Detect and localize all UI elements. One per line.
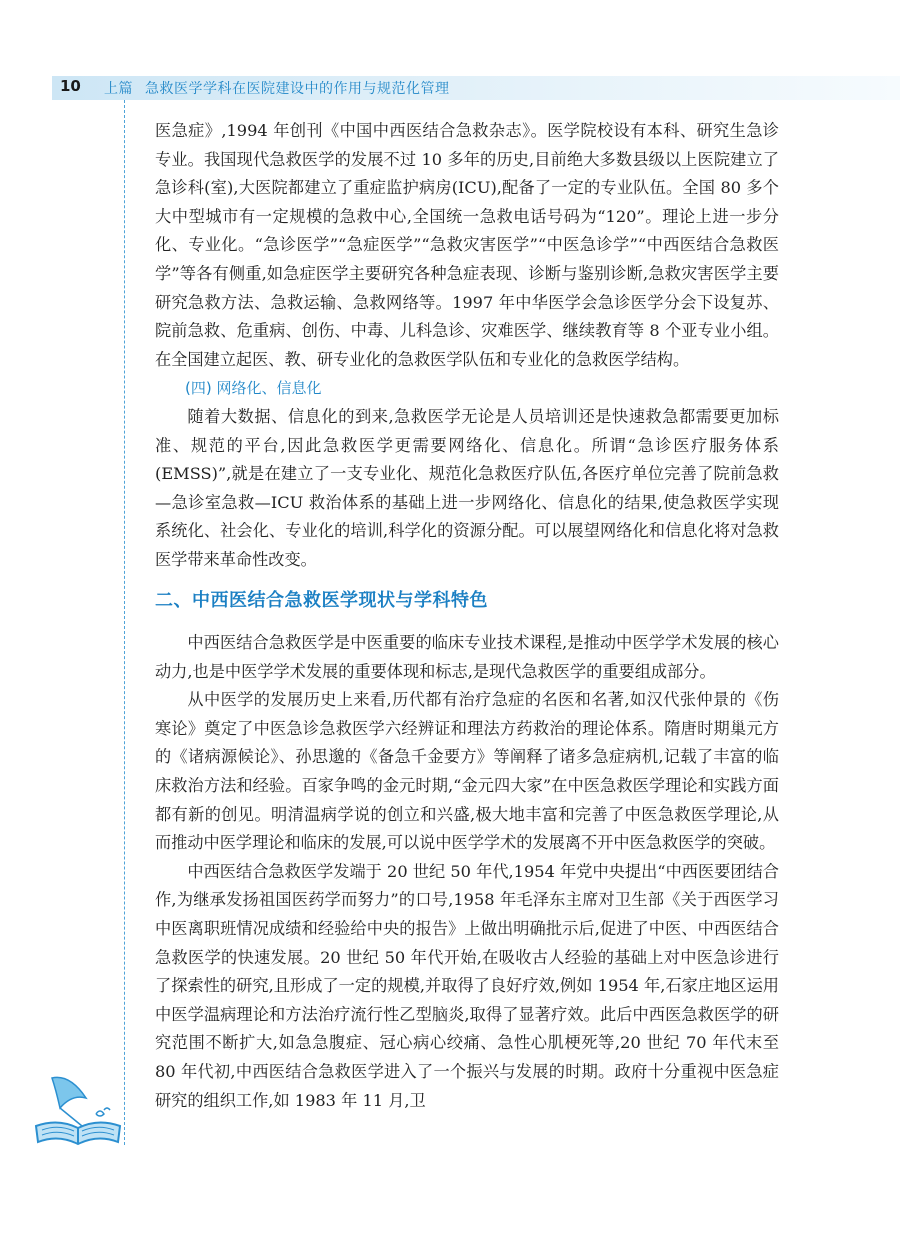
paragraph: 从中医学的发展历史上来看,历代都有治疗急症的名医和名著,如汉代张仲景的《伤寒论》奠定了中医急诊急救医学六经辨证和理法方药救治的理论体系。隋唐时期巢元方的《诸病源候论》、孙思邈的《备急千金要方》等阐释了诸多急症病机,记载了丰富的临床救治方法和经验。百家争鸣的金元时期,“金元四大家”在中医急救医学理论和实践方面都有新的创见。明清温病学说的创立和兴盛,极大地丰富和完善了中医急救医学理论,从而推动中医学理论和临床的发展,可以说中医学学术的发展离不开中医急救医学的突破。 xyxy=(155,690,779,853)
paragraph: 中西医结合急救医学是中医重要的临床专业技术课程,是推动中医学学术发展的核心动力,也是中医学学术发展的重要体现和标志,是现代急救医学的重要组成部分。 xyxy=(155,633,779,681)
running-title xyxy=(104,78,450,98)
open-book-pen-icon xyxy=(30,1068,126,1152)
margin-dashed-rule xyxy=(124,100,125,1145)
page-number: 10 xyxy=(60,77,81,95)
paragraph: 中西医结合急救医学发端于 20 世纪 50 年代,1954 年党中央提出“中西医要团结合作,为继承发扬祖国医药学而努力”的口号,1958 年毛泽东主席对卫生部《关于西医学习中医离职班情况成绩和经验给中央的报告》上做出明确批示后,促进了中医、中西医结合急救医学的快速发展。20 世纪 50 年代开始,在吸收古人经验的基础上对中医急诊进行了探索性的研究,且形成了一定的规模,并取得了良好疗效,例如 1954 年,石家庄地区运用中医学温病理论和方法治疗流行性乙型脑炎,取得了显著疗效。此后中西医急救医学的研究范围不断扩大,如急急腹症、冠心病心绞痛、急性心肌梗死等,20 世纪 70 年代末至 80 年代初,中西医结合急救医学进入了一个振兴与发展的时期。政府十分重视中医急症研究的组织工作,如 1983 年 11 月,卫 xyxy=(155,861,779,1110)
part-label: 上篇 xyxy=(104,81,133,97)
paragraph-network: 随着大数据、信息化的到来,急救医学无论是人员培训还是快速救急都需要更加标准、规范的平台,因此急救医学更需要网络化、信息化。所谓“急诊医疗服务体系(EMSS)”,就是在建立了一支专业化、规范化急救医疗队伍,各医疗单位完善了院前急救—急诊室急救—ICU 救治体系的基础上进一步网络化、信息化的结果,使急救医学实现系统化、社会化、专业化的培训,科学化的资源分配。可以展望网络化和信息化将对急救医学带来革命性改变。 xyxy=(155,406,779,569)
body-text xyxy=(155,117,779,1115)
paragraph-continued: 医急症》,1994 年创刊《中国中西医结合急救杂志》。医学院校设有本科、研究生急诊专业。我国现代急救医学的发展不过 10 多年的历史,目前绝大多数县级以上医院建立了急诊科(室),大医院都建立了重症监护病房(ICU),配备了一定的专业队伍。全国 80 多个大中型城市有一定规模的急救中心,全国统一急救电话号码为“120”。理论上进一步分化、专业化。“急诊医学”“急症医学”“急救灾害医学”“中医急诊学”“中西医结合急救医学”等各有侧重,如急症医学主要研究各种急症表现、诊断与鉴别诊断,急救灾害医学主要研究急救方法、急救运输、急救网络等。1997 年中华医学会急诊医学分会下设复苏、院前急救、危重病、创伤、中毒、儿科急诊、灾难医学、继续教育等 8 个亚专业小组。在全国建立起医、教、研专业化的急救医学队伍和专业化的急救医学结构。 xyxy=(155,121,779,369)
subsection-heading: (四) 网络化、信息化 xyxy=(185,379,322,398)
section-heading: 二、中西医结合急救医学现状与学科特色 xyxy=(155,589,488,611)
chapter-title: 急救医学学科在医院建设中的作用与规范化管理 xyxy=(145,81,450,97)
